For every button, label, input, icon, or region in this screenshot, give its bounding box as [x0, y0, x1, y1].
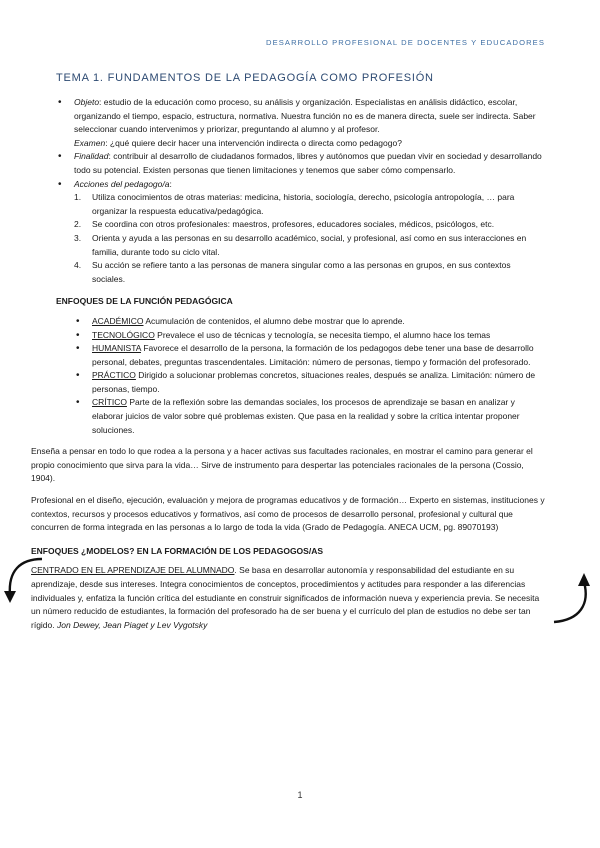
- centrado-text: . Se basa en desarrollar autonomía y responsabilidad del estudiante en su aprendizaje, desde sus intereses. Integra conocimientos de conceptos, procedimientos y actitudes para responder a las diferencias individuales y, enfatiza la función crítica del estudiante en construir significados de información nueva y experiencia previa. Se necesita un número reducido de estudiantes, la formación del profesorado ha de ser buena y el currículo del plan de estudios no debe ser tan rígido.: [31, 565, 540, 630]
- modelos-heading: ENFOQUES ¿MODELOS? EN LA FORMACIÓN DE LOS PEDAGOGOS/AS: [31, 545, 324, 556]
- item-number: 4.: [74, 260, 82, 271]
- examen-text: : ¿qué quiere decir hacer una intervención indirecta o directa como pedagogo?: [105, 137, 402, 148]
- quote-cossio: Enseña a pensar en todo lo que rodea a la persona y a hacer activas sus facultades racionales, en mostrar el camino para generar el propio conocimiento que sirva para la vida… Sirve de instrumento para despertar las potenciales racionales de la persona (Cossio, 1904).: [31, 446, 533, 484]
- enfoques-list: [56, 315, 546, 437]
- acciones-label: Acciones del pedagogo/a: [74, 178, 170, 189]
- list-item: [56, 232, 546, 259]
- item-number: 2.: [74, 219, 82, 230]
- bullet-finalidad: [56, 150, 546, 177]
- document-body: [31, 96, 546, 632]
- bullet-objeto: [56, 96, 546, 150]
- main-bullet-list: [56, 96, 546, 191]
- item-number: 1.: [74, 192, 82, 203]
- enfoque-name: TECNOLÓGICO: [92, 329, 155, 340]
- item-text: Su acción se refiere tanto a las personas de manera singular como a las personas en grupos, en sus contextos sociales.: [92, 260, 511, 284]
- list-item: [56, 342, 546, 369]
- curved-arrow-left-icon: [2, 555, 46, 605]
- enfoque-text: Acumulación de contenidos, el alumno debe mostrar que lo aprende.: [143, 315, 405, 326]
- enfoque-text: Parte de la reflexión sobre las demandas sociales, los procesos de aprendizaje se basan en analizar y elaborar juicios de valor sobre qué problemas existen. Que pasa en la realidad y sobre la crítica intentar proponer soluciones.: [92, 397, 520, 435]
- enfoque-name: HUMANISTA: [92, 343, 141, 354]
- running-header: DESARROLLO PROFESIONAL DE DOCENTES Y EDUCADORES: [265, 38, 545, 47]
- quote-aneca: Profesional en el diseño, ejecución, evaluación y mejora de programas educativos y de formación… Experto en sistemas, instituciones y contextos, recursos y procesos educativos y formativos, así como de procesos de desarrollo personal, profesional y cultural que concurren de forma integrada en las personas a lo largo de toda la vida (Grado de Pedagogía. ANECA UCM, pg. 89070193): [31, 495, 545, 533]
- enfoque-name: CRÍTICO: [92, 397, 127, 408]
- item-text: Utiliza conocimientos de otras materias: medicina, historia, sociología, derecho, psicología antropología, … para organizar la respuesta educativa/pedagógica.: [92, 192, 515, 216]
- list-item: [56, 259, 546, 286]
- item-text: Se coordina con otros profesionales: maestros, profesores, educadores sociales, médicos, psicólogos, etc.: [92, 219, 495, 230]
- curved-arrow-right-icon: [548, 570, 594, 626]
- list-item: [56, 218, 546, 232]
- objeto-text: : estudio de la educación como proceso, su análisis y organización. Especialistas en análisis didáctico, escolar, organizando el tiempo, espacio, estructura, normativa. Nuestra función no es de manera directa, suele ser indirecta. Saber seleccionar cuando intervenimos y priorizar, preguntando al alumno y al profesor.: [74, 97, 536, 135]
- objeto-label: Objeto: [74, 97, 100, 107]
- centrado-paragraph: [31, 564, 546, 632]
- list-item: [56, 191, 546, 218]
- item-number: 3.: [74, 232, 82, 243]
- centrado-authors: Jon Dewey, Jean Piaget y Lev Vygotsky: [57, 619, 208, 630]
- list-item: [56, 329, 546, 343]
- enfoque-text: Favorece el desarrollo de la persona, la formación de los pedagogos debe tener una base de desarrollo personal, debates, preguntas trascendentales. Limitación: número de personas, tiempo y formación del profesorado.: [92, 343, 534, 367]
- list-item: [56, 369, 546, 396]
- page-title: TEMA 1. FUNDAMENTOS DE LA PEDAGOGÍA COMO PROFESIÓN: [56, 72, 434, 84]
- finalidad-label: Finalidad: [74, 151, 109, 162]
- list-item: [56, 396, 546, 437]
- item-text: Orienta y ayuda a las personas en su desarrollo académico, social, y profesional, así como en sus interacciones en familia, durante todo su ciclo vital.: [92, 232, 527, 257]
- list-item: [56, 315, 546, 329]
- acciones-colon: :: [169, 178, 172, 189]
- page-number: 1: [297, 790, 303, 800]
- acciones-list: [56, 191, 546, 286]
- bullet-acciones: [56, 178, 546, 192]
- enfoques-heading: ENFOQUES DE LA FUNCIÓN PEDAGÓGICA: [56, 296, 233, 307]
- enfoque-text: Dirigido a solucionar problemas concretos, situaciones reales, después se analiza. Limitación: número de personas, tiempo.: [92, 370, 536, 394]
- enfoque-name: PRÁCTICO: [92, 370, 136, 381]
- examen-label: Examen: [74, 137, 106, 148]
- centrado-label: CENTRADO EN EL APRENDIZAJE DEL ALUMNADO: [31, 565, 235, 576]
- finalidad-text: : contribuir al desarrollo de ciudadanos formados, libres y autónomos que puedan vivir en sociedad y desarrollando todo su potencial. Existen personas que tienen limitaciones y tenemos que saber cómo compensarlo.: [74, 151, 542, 175]
- enfoque-text: Prevalece el uso de técnicas y tecnología, se necesita tiempo, el alumno hace los temas: [154, 329, 491, 340]
- enfoque-name: ACADÉMICO: [92, 315, 144, 326]
